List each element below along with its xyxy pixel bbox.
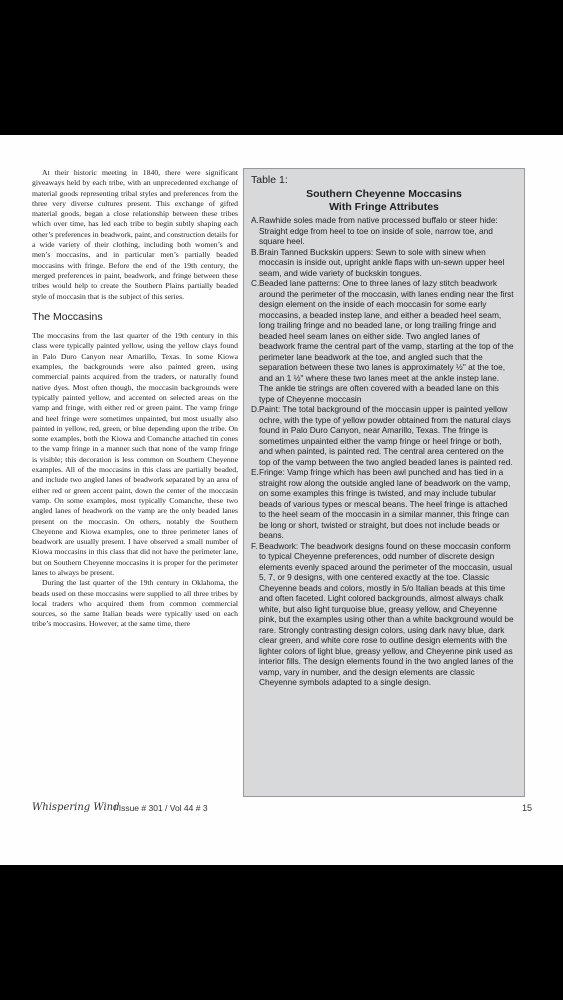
attribute-text: Beaded lane patterns: One to three lanes of lazy stitch beadwork around the perimeter of the moccasin, with lanes ending near the first design element on the inside of each moccasin for some early moccasins, a beaded instep lane, and either a beaded heel seam, long trailing fringe and no beaded lane, or long trailing fringe and beaded heel seam lanes on either side. Two angled lanes of beadwork frame the central part of the vamp, starting at the top of the perimeter lane beadwork at the toe, and angled such that the separation between these two lanes is approximately ½" at the toe, and an 1 ½" where these two lanes meet at the ankle instep lane. The ankle tie strings are often covered with a beaded lane on this type of Cheyenne moccasin bbox=[259, 278, 514, 404]
paragraph-beads: During the last quarter of the 19th century in Oklahoma, the beads used on these moccasins were supplied to all three tribes by local traders who acquired them from common commercial sources, so the same Italian beads were typically used on each tribe’s moccasins. However, at the same time, there bbox=[32, 578, 238, 629]
table-title-line1: Southern Cheyenne Moccasins bbox=[306, 188, 462, 200]
table-title-line2: With Fringe Attributes bbox=[329, 201, 439, 213]
attribute-text: Paint: The total background of the moccasin upper is painted yellow ochre, with the type of yellow powder obtained from the natural clays found in Palo Duro Canyon, near Amarillo, Texas. The fringe is sometimes unpainted either the vamp fringe or heel fringe or both, and when painted, is painted red. The central area centered on the top of the vamp between the two angled beaded lanes is painted red. bbox=[259, 404, 513, 467]
attribute-letter: C. bbox=[251, 278, 260, 288]
article-column bbox=[32, 168, 238, 630]
paragraph-intro: At their historic meeting in 1840, there were significant giveaways held by each tribe, with an unprecedented exchange of material goods representing tribal styles and preferences from the three very diverse cultures present. This exchange of gifted material goods, began a close relationship between these tribes which over time, has led each tribe to begin subtly shaping each other’s preferences in beadwork, paint, and construction details for a wide variety of their clothing, including both women’s and men’s moccasins, and in particular men’s partially beaded moccasins with fringe. Before the end of the 19th century, the merged preferences in paint, beadwork, and fringe between these tribes would help to create the Southern Plains partially beaded style of moccasin that is the subject of this series. bbox=[32, 168, 238, 301]
attributes-table-box bbox=[243, 168, 525, 797]
attribute-letter: D. bbox=[251, 404, 260, 414]
attribute-item bbox=[251, 404, 514, 467]
attribute-text: Beadwork: The beadwork designs found on these moccasin conform to typical Cheyenne preferences, odd number of discrete design elements evenly spaced around the perimeter of the moccasin, usual 5, 7, or 9 designs, with one centered exactly at the toe. Classic Cheyenne beads and colors, mostly in 5/o Italian beads at this time and often faceted. Light colored backgrounds, almost always chalk white, but also light turquoise blue, greasy yellow, and Cheyenne pink, but the examples using other than a white background would be rare. Strongly contrasting design colors, using dark navy blue, dark clear green, and white core rose to outline design elements with the lighter colors of light blue, greasy yellow, and Cheyenne pink used as interior fills. The design elements found in the two angled lanes of the vamp, vary in number, and the design elements are classic Cheyenne symbols adapted to a single design. bbox=[259, 540, 514, 687]
magazine-page bbox=[0, 135, 563, 865]
magazine-logo: Whispering Wind bbox=[32, 802, 120, 813]
issue-info: / Issue # 301 / Vol 44 # 3 bbox=[114, 803, 208, 813]
attribute-item bbox=[251, 467, 514, 541]
attribute-item bbox=[251, 541, 514, 688]
page-number: 15 bbox=[521, 803, 532, 813]
table-title bbox=[244, 188, 524, 214]
attribute-item bbox=[251, 215, 514, 247]
attribute-letter: A. bbox=[251, 215, 259, 225]
attribute-letter: F. bbox=[251, 540, 258, 551]
paragraph-moccasins: The moccasins from the last quarter of the 19th century in this class were typically painted yellow, using the yellow clays found in Palo Duro Canyon near Amarillo, Texas. In some Kiowa examples, the backgrounds were also painted green, using commercial paints acquired from the traders, or naturally found native dyes. Most often though, the moccasin backgrounds were typically painted yellow, and accented on selected areas on the vamp and fringe, with either red or green paint. The vamp fringe and heel fringe were sometimes unpainted, but most usually also painted in yellow, red, green, or blue depending upon the tribe. On some examples, both the Kiowa and Comanche attached tin cones to the vamp fringe in a manner such that none of the vamp fringe is visible; this decoration is less common on Southern Cheyenne examples. All of the moccasins in this class are partially beaded, and include two angled lanes of beadwork separated by an area of either red or green accent paint, down the center of the moccasin vamp. On some examples, most typically Comanche, these two angled lanes of headwork on the vamp are the only beaded lanes present on the moccasin. On others, notably the Southern Cheyenne and Kiowa examples, one to three perimeter lanes of beadwork are usually present. I have observed a small number of Kiowa moccasins in this class that did not have the perimeter lane, but on Southern Cheyenne moccasins it is proper for the perimeter lanes to always be present. bbox=[32, 331, 238, 577]
attribute-text: Fringe: Vamp fringe which has been awl punched and has tied in a straight row along the outside angled lane of beadwork on the vamp, on some examples this fringe is twisted, and may include tubular beads of various types or mescal beans. The heel fringe is attached to the heel seam of the moccasin in a similar manner, this fringe can be long or short, twisted or straight, but does not include beads or beans. bbox=[259, 467, 511, 540]
section-heading: The Moccasins bbox=[32, 310, 103, 323]
attribute-item bbox=[251, 247, 514, 279]
page-footer bbox=[32, 802, 532, 816]
attribute-list bbox=[251, 215, 514, 688]
attribute-text: Rawhide soles made from native processed buffalo or steer hide: Straight edge from heel to toe on inside of sole, narrow toe, and square heel. bbox=[259, 215, 498, 246]
table-label: Table 1: bbox=[251, 174, 288, 186]
attribute-text: Brain Tanned Buckskin uppers: Sewn to sole with sinew when moccasin is inside out, upright ankle flaps with un-sewn upper heel seam, and wide variety of buckskin tongues. bbox=[259, 246, 505, 278]
attribute-item bbox=[251, 278, 514, 404]
attribute-letter: E. bbox=[251, 467, 259, 477]
attribute-letter: B. bbox=[251, 246, 259, 257]
